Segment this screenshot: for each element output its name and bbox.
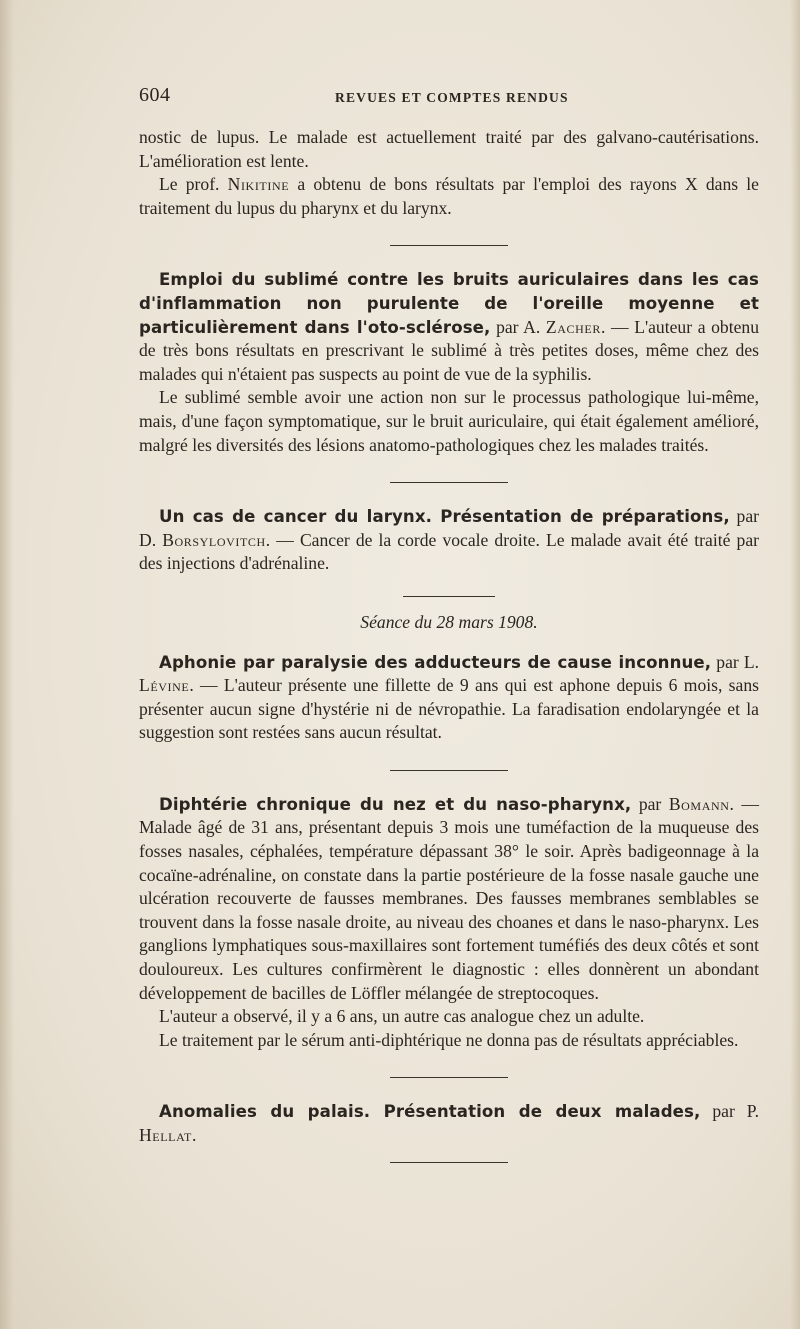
page-edge-right xyxy=(790,0,800,1329)
section-divider xyxy=(403,596,495,597)
page-edge-left xyxy=(0,0,14,1329)
running-head: REVUES ET COMPTES RENDUS xyxy=(335,90,569,105)
paragraph: Le traitement par le sérum anti-diphtérique ne donna pas de résultats appréciables. xyxy=(159,1029,739,1050)
page-header xyxy=(139,84,758,112)
article-entry: Anomalies du palais. Présentation de deux malades, par P. Hellat. xyxy=(139,1101,759,1145)
author-name: Hellat xyxy=(139,1125,192,1145)
paragraph: Le prof. Nikitine a obtenu de bons résultats par l'emploi des rayons X dans le traitement du lupus du pharynx et du larynx. xyxy=(139,174,759,218)
author-name: Zacher xyxy=(545,316,601,337)
author-name: Lévine xyxy=(139,675,190,696)
article-title: Aphonie par paralysie des adducteurs de cause inconnue, xyxy=(159,652,712,672)
article-entry: Aphonie par paralysie des adducteurs de cause inconnue, par L. Lévine. — L'auteur présente une fillette de 9 ans qui est aphone depuis 6 mois, sans présenter aucun signe d'hystérie ni de névropathie. La faradisation endolaryngée et la suggestion sont restées sans aucun résultat. xyxy=(139,651,759,743)
author-name: Bomann xyxy=(668,793,730,814)
paragraph: Le sublimé semble avoir une action non sur le processus pathologique lui-même, mais, d'une façon symptomatique, sur le bruit auriculaire, qui était également amélioré, malgré les diversités des lésions anatomo-pathologiques chez les malades traités. xyxy=(139,387,759,455)
section-divider xyxy=(390,1077,508,1078)
section-divider xyxy=(390,1162,508,1163)
article-title: Diphtérie chronique du nez et du naso-pharynx, xyxy=(159,794,632,814)
author-name: Borsylovitch xyxy=(162,529,266,550)
article-title: Emploi du sublimé contre les bruits auriculaires dans les cas d'inflammation non purulente de l'oreille moyenne et particulièrement dans l'oto-sclérose, xyxy=(139,270,759,337)
page-body xyxy=(139,126,759,1185)
session-heading: Séance du 28 mars 1908. xyxy=(360,611,538,632)
article-title: Un cas de cancer du larynx. Présentation de préparations, xyxy=(159,507,730,527)
page-number: 604 xyxy=(139,84,171,106)
article-title: Anomalies du palais. Présentation de deux malades, xyxy=(159,1102,701,1122)
section-divider xyxy=(390,245,508,246)
article-entry: Emploi du sublimé contre les bruits auriculaires dans les cas d'inflammation non purulente de l'oreille moyenne et particulièrement dans l'oto-sclérose, par A. Zacher. — L'auteur a obtenu de très bons résultats en prescrivant le sublimé à très petites doses, même chez des malades qui n'étaient pas suspects au point de vue de la syphilis. xyxy=(139,270,760,384)
article-entry: Diphtérie chronique du nez et du naso-pharynx, par Bomann. — Malade âgé de 31 ans, présentant depuis 3 mois une tuméfaction de la muqueuse des fosses nasales, céphalées, température dépassant 38° le soir. Après badigeonnage à la cocaïne-adrénaline, on constate dans la partie postérieure de la fosse nasale gauche une ulcération recouverte de fausses membranes. Des fausses membranes semblables se trouvent dans la fosse nasale droite, au niveau des choanes et dans le naso-pharynx. Les ganglions lymphatiques sous-maxillaires sont fortement tuméfiés des deux côtés et sont douloureux. Les cultures confirmèrent le diagnostic : elles donnèrent un abondant développement de bacilles de Löffler mélangée de streptocoques. xyxy=(139,793,760,1003)
author-name: Nikitine xyxy=(227,174,290,195)
section-divider xyxy=(390,482,508,483)
section-divider xyxy=(390,770,508,771)
article-entry: Un cas de cancer du larynx. Présentation de préparations, par D. Borsylovitch. — Cancer de la corde vocale droite. Le malade avait été traité par des injections d'adrénaline. xyxy=(139,506,759,574)
paragraph: L'auteur a observé, il y a 6 ans, un autre cas analogue chez un adulte. xyxy=(159,1006,645,1027)
continued-paragraph: nostic de lupus. Le malade est actuellement traité par des galvano-cautérisations. L'amélioration est lente. xyxy=(139,127,759,171)
